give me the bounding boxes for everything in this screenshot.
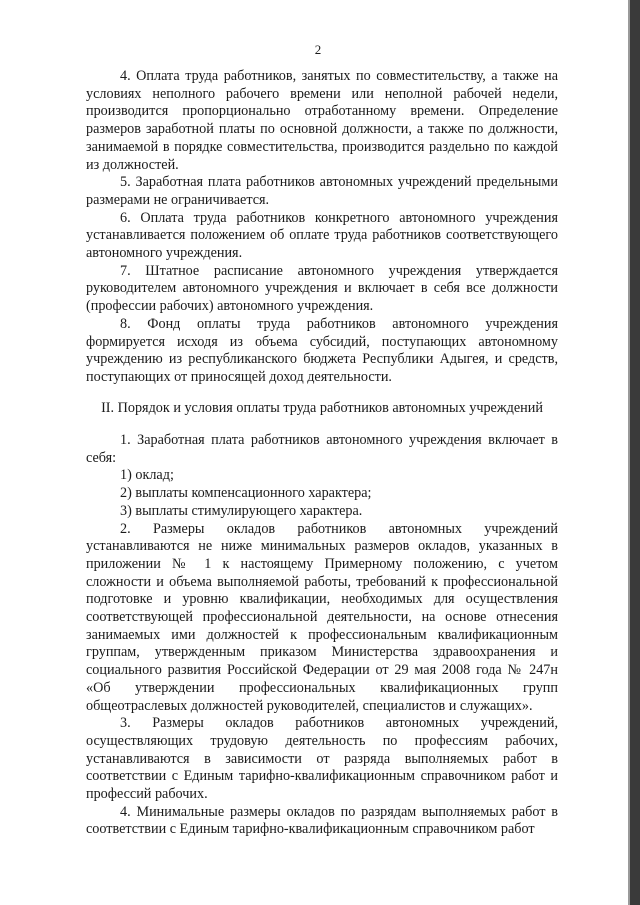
section-2-intro: 1. Заработная плата работников автономного учреждения включает в себя: bbox=[86, 432, 558, 466]
section-1-body bbox=[86, 68, 558, 387]
paragraph-4: 4. Оплата труда работников, занятых по совместительству, а также на условиях неполного рабочего времени или неполной рабочей недели, производится пропорционально отработанному времени. Определение размеров заработной платы по основной должности, а также по должности, занимаемой в порядке совместительства, производится раздельно по каждой из должностей. bbox=[86, 68, 558, 173]
list-item-compensation: 2) выплаты компенсационного характера; bbox=[120, 485, 372, 502]
paragraph-8: 8. Фонд оплаты труда работников автономного учреждения формируется исходя из объема субсидий, поступающих автономному учреждению из республиканского бюджета Республики Адыгея, и средств, поступающих от приносящей доход деятельности. bbox=[86, 315, 558, 385]
section-2-paragraph-4: 4. Минимальные размеры окладов по разрядам выполняемых работ в соответствии с Единым тарифно-квалификационным справочником работ bbox=[86, 803, 558, 838]
paragraph-5: 5. Заработная плата работников автономных учреждений предельными размерами не ограничивается. bbox=[86, 174, 558, 208]
paragraph-6: 6. Оплата труда работников конкретного автономного учреждения устанавливается положением об оплате труда работников соответствующего автономного учреждения. bbox=[86, 209, 558, 262]
paragraph-7: 7. Штатное расписание автономного учреждения утверждается руководителем автономного учреждения и включает в себя все должности (профессии рабочих) автономного учреждения. bbox=[86, 262, 558, 315]
section-2-heading: II. Порядок и условия оплаты труда работников автономных учреждений bbox=[101, 400, 543, 416]
section-2-paragraph-2: 2. Размеры окладов работников автономных учреждений устанавливаются не ниже минимальных размеров окладов, указанных в приложении № 1 к настоящему Примерному положению, с учетом сложности и объема выполняемой работы, требований к профессиональной подготовке и уровню квалификации, необходимых для осуществления соответствующей профессиональной деятельности, на основе отнесения занимаемых ими должностей к профессиональным квалификационным группам, утвержденным приказом Министерства здравоохранения и социального развития Российской Федерации от 29 мая 2008 года № 247н «Об утверждении профессиональных квалификационных групп общеотраслевых должностей руководителей, специалистов и служащих». bbox=[86, 520, 558, 714]
section-2-paragraph-3: 3. Размеры окладов работников автономных учреждений, осуществляющих трудовую деятельность по профессиям рабочих, устанавливаются в зависимости от разряда выполняемых работ в соответствии с Единым тарифно-квалификационным справочником работ и профессий рабочих. bbox=[86, 715, 558, 803]
page-number: 2 bbox=[314, 42, 322, 57]
list-item-stimulating: 3) выплаты стимулирующего характера. bbox=[120, 502, 363, 519]
scan-edge bbox=[630, 0, 640, 905]
section-2-body bbox=[86, 432, 558, 839]
list-item-oklad: 1) оклад; bbox=[120, 467, 174, 484]
